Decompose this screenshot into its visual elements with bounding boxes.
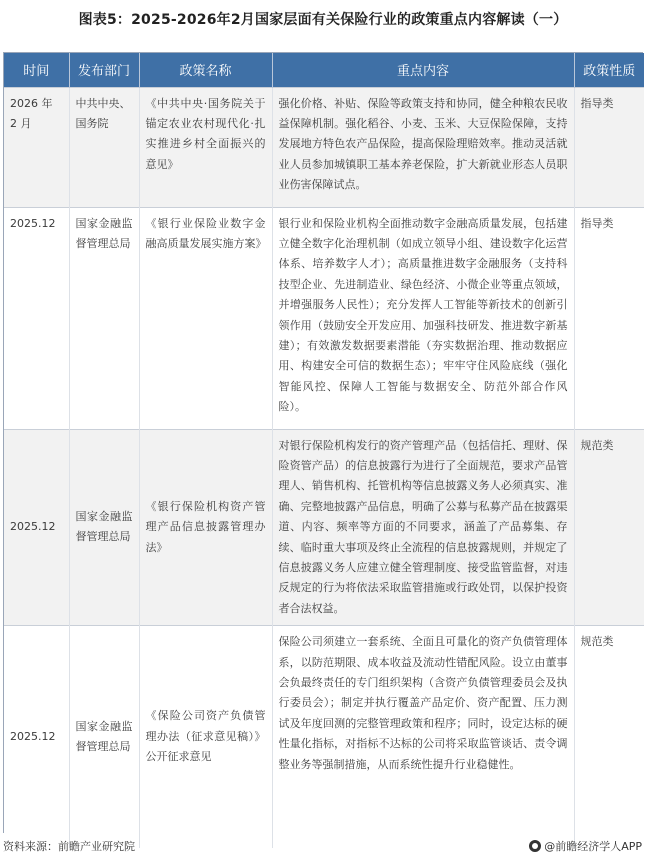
cell-department: 国家金融监督管理总局 [69,626,139,848]
cell-policy-name: 《中共中央·国务院关于锚定农业农村现代化·扎实推进乡村全面振兴的意见》 [139,87,272,207]
cell-key-content: 对银行保险机构发行的资产管理产品（包括信托、理财、保险资管产品）的信息披露行为进行了全面规范，要求产品管理人、销售机构、托管机构等信息披露义务人必须真实、准确、完整地披露产品信息，明确了公募与私募产品在披露渠道、内容、频率等方面的不同要求，涵盖了产品募集、存续、临时重大事项及终止全流程的信息披露规则，并规定了信息披露义务人应建立健全管理制度、接受监管监督，对违反规定的行为将依法采取监管措施或行政处罚，以保护投资者合法权益。 [272,429,574,626]
cell-department: 国家金融监督管理总局 [69,207,139,429]
cell-policy-nature: 规范类 [574,429,644,626]
cell-policy-name: 《保险公司资产负债管理办法（征求意见稿）》公开征求意见 [139,626,272,848]
header-policy-name: 政策名称 [139,53,272,87]
cell-policy-nature: 指导类 [574,207,644,429]
table-row [4,429,644,626]
policy-table [3,52,643,833]
table-row [4,87,644,207]
table-header-row [4,53,644,87]
brand-label: @前瞻经济学人APP [544,840,642,853]
cell-key-content: 保险公司须建立一套系统、全面且可量化的资产负债管理体系，以防范期限、成本收益及流动性错配风险。设立由董事会负最终责任的专门组织架构（含资产负债管理委员会及执行委员会）；制定并执行覆盖产品定价、资产配置、压力测试及年度回测的完整管理政策和程序；同时，设定达标的硬性量化指标，对指标不达标的公司将采取监管谈话、责令调整业务等强制措施，从而系统性提升行业稳健性。 [272,626,574,848]
brand-credit [529,838,642,854]
cell-key-content: 银行业和保险业机构全面推动数字金融高质量发展，包括建立健全数字化治理机制（如成立领导小组、建设数字化运营体系、培养数字人才）；高质量推进数字金融服务（支持科技型企业、先进制造业、绿色经济、小微企业等重点领域，并增强服务人民性）；充分发挥人工智能等新技术的创新引领作用（鼓励安全开发应用、加强科技研发、推进数字新基建）；有效激发数据要素潜能（夯实数据治理、推动数据应用、构建安全可信的数据生态）；牢牢守住风险底线（强化智能风控、保障人工智能与数据安全、防范外部合作风险）。 [272,207,574,429]
cell-time: 2025.12 [4,429,69,626]
header-time: 时间 [4,53,69,87]
cell-policy-name: 《银行保险机构资产管理产品信息披露管理办法》 [139,429,272,626]
cell-department: 中共中央、国务院 [69,87,139,207]
cell-time: 2025.12 [4,207,69,429]
figure-title: 图表5：2025-2026年2月国家层面有关保险行业的政策重点内容解读（一） [78,12,568,28]
table-row [4,626,644,848]
header-key-content: 重点内容 [272,53,574,87]
cell-time: 2025.12 [4,626,69,848]
app-logo-icon [529,840,541,852]
header-policy-nature: 政策性质 [574,53,644,87]
cell-department: 国家金融监督管理总局 [69,429,139,626]
header-department: 发布部门 [69,53,139,87]
data-source: 资料来源：前瞻产业研究院 [3,840,135,853]
cell-policy-nature: 规范类 [574,626,644,848]
cell-policy-name: 《银行业保险业数字金融高质量发展实施方案》 [139,207,272,429]
cell-key-content: 强化价格、补贴、保险等政策支持和协同，健全种粮农民收益保障机制。强化稻谷、小麦、玉米、大豆保险保障，支持发展地方特色农产品保险，提高保险理赔效率。推动灵活就业人员参加城镇职工基本养老保险，扩大新就业形态人员职业伤害保障试点。 [272,87,574,207]
cell-policy-nature: 指导类 [574,87,644,207]
cell-time: 2026 年 2 月 [4,87,69,207]
table-row [4,207,644,429]
